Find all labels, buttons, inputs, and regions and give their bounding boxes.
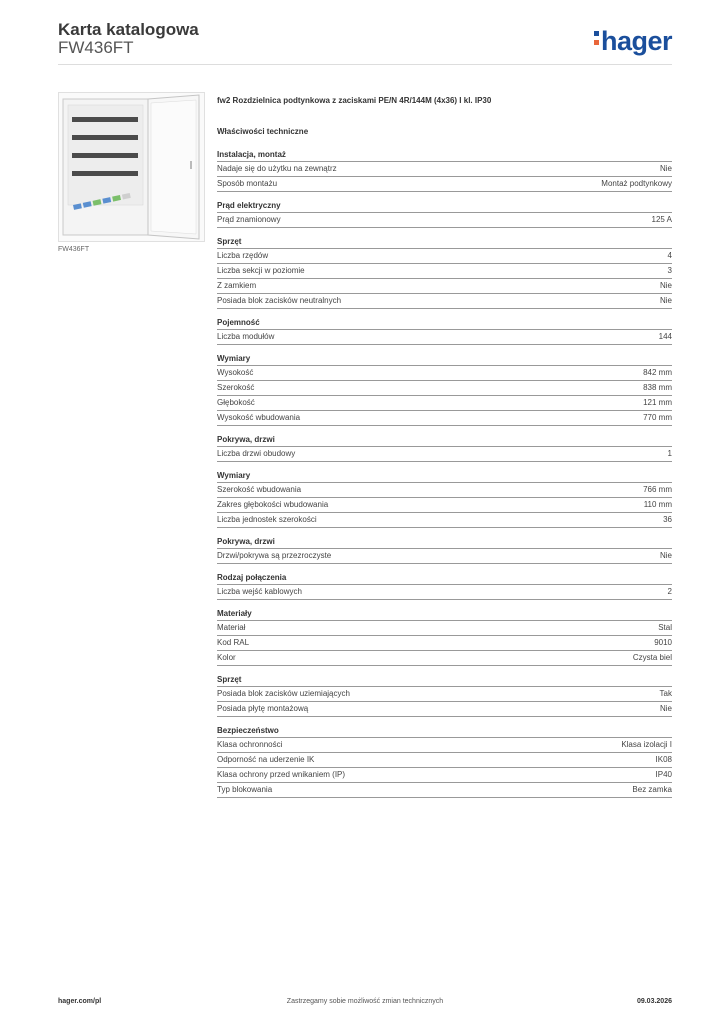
header-divider (58, 64, 672, 65)
spec-value: Nie (659, 704, 672, 713)
spec-value: 1 (667, 449, 672, 458)
spec-label: Szerokość (217, 383, 255, 392)
spec-value: 4 (667, 251, 672, 260)
spec-value: 125 A (651, 215, 672, 224)
spec-group-title: Pokrywa, drzwi (217, 537, 672, 549)
spec-value: Nie (659, 551, 672, 560)
spec-row (217, 249, 672, 264)
spec-value: Stal (658, 623, 672, 632)
spec-label: Typ blokowania (217, 785, 273, 794)
spec-label: Liczba rzędów (217, 251, 269, 260)
spec-value: 838 mm (643, 383, 672, 392)
spec-row (217, 768, 672, 783)
spec-label: Posiada płytę montażową (217, 704, 309, 713)
spec-label: Z zamkiem (217, 281, 257, 290)
spec-group (217, 573, 672, 600)
spec-group (217, 471, 672, 528)
spec-row (217, 330, 672, 345)
spec-row (217, 447, 672, 462)
spec-label: Liczba sekcji w poziomie (217, 266, 305, 275)
distribution-board-illustration (59, 93, 204, 241)
image-caption: FW436FT (58, 246, 90, 253)
spec-group (217, 675, 672, 717)
spec-label: Kolor (217, 653, 236, 662)
spec-label: Kod RAL (217, 638, 250, 647)
spec-value: Nie (659, 281, 672, 290)
spec-value: 36 (663, 515, 672, 524)
spec-group (217, 354, 672, 426)
spec-group-title: Rodzaj połączenia (217, 573, 672, 585)
spec-label: Liczba modułów (217, 332, 275, 341)
spec-groups (217, 150, 672, 798)
spec-value: Czysta biel (632, 653, 672, 662)
spec-row (217, 483, 672, 498)
spec-value: 766 mm (643, 485, 672, 494)
properties-heading: Właściwości techniczne (217, 127, 309, 136)
spec-group-title: Wymiary (217, 354, 672, 366)
spec-value: 144 (658, 332, 672, 341)
footer-url[interactable]: hager.com/pl (58, 998, 102, 1005)
spec-label: Prąd znamionowy (217, 215, 281, 224)
doc-title: Karta katalogowa (58, 20, 199, 39)
spec-label: Wysokość wbudowania (217, 413, 301, 422)
spec-label: Głębokość (217, 398, 255, 407)
spec-row (217, 702, 672, 717)
spec-row (217, 585, 672, 600)
spec-value: IK08 (655, 755, 672, 764)
spec-value: 9010 (654, 638, 672, 647)
logo-mark-icon (594, 26, 599, 45)
spec-group-title: Sprzęt (217, 237, 672, 249)
spec-value: 3 (667, 266, 672, 275)
spec-row (217, 411, 672, 426)
spec-row (217, 549, 672, 564)
spec-label: Liczba jednostek szerokości (217, 515, 317, 524)
spec-row (217, 162, 672, 177)
logo-text: hager (600, 26, 672, 56)
spec-label: Drzwi/pokrywa są przezroczyste (217, 551, 332, 560)
spec-label: Odporność na uderzenie IK (217, 755, 315, 764)
spec-label: Materiał (217, 623, 246, 632)
spec-label: Posiada blok zacisków neutralnych (217, 296, 342, 305)
footer-note: Zastrzegamy sobie możliwość zmian technicznych (286, 998, 444, 1005)
spec-label: Liczba wejść kablowych (217, 587, 302, 596)
spec-group (217, 201, 672, 228)
spec-value: Tak (659, 689, 672, 698)
spec-group-title: Pojemność (217, 318, 672, 330)
spec-value: Montaż podtynkowy (601, 179, 672, 188)
spec-label: Klasa ochronności (217, 740, 283, 749)
spec-group-title: Prąd elektryczny (217, 201, 672, 213)
spec-row (217, 279, 672, 294)
spec-value: 121 mm (643, 398, 672, 407)
spec-row (217, 264, 672, 279)
spec-row (217, 651, 672, 666)
spec-group (217, 726, 672, 798)
product-image (58, 92, 205, 242)
spec-row (217, 738, 672, 753)
spec-value: Klasa izolacji I (621, 740, 672, 749)
spec-value: IP40 (655, 770, 672, 779)
spec-row (217, 366, 672, 381)
spec-group (217, 318, 672, 345)
spec-label: Posiada blok zacisków uziemiających (217, 689, 350, 698)
spec-row (217, 213, 672, 228)
spec-group-title: Instalacja, montaż (217, 150, 672, 162)
spec-label: Liczba drzwi obudowy (217, 449, 296, 458)
spec-row (217, 498, 672, 513)
spec-value: 2 (667, 587, 672, 596)
spec-row (217, 621, 672, 636)
spec-label: Nadaje się do użytku na zewnątrz (217, 164, 337, 173)
spec-value: 842 mm (643, 368, 672, 377)
spec-row (217, 636, 672, 651)
spec-row (217, 513, 672, 528)
spec-row (217, 294, 672, 309)
spec-label: Wysokość (217, 368, 254, 377)
spec-value: Nie (659, 164, 672, 173)
spec-row (217, 783, 672, 798)
spec-value: Bez zamka (632, 785, 672, 794)
spec-value: 770 mm (643, 413, 672, 422)
spec-label: Szerokość wbudowania (217, 485, 302, 494)
spec-label: Sposób montażu (217, 179, 278, 188)
spec-group-title: Wymiary (217, 471, 672, 483)
spec-group (217, 537, 672, 564)
spec-group (217, 150, 672, 192)
product-code: FW436FT (58, 38, 134, 57)
hager-logo[interactable] (594, 26, 672, 56)
spec-content (217, 96, 672, 807)
spec-row (217, 177, 672, 192)
spec-group-title: Pokrywa, drzwi (217, 435, 672, 447)
spec-group (217, 237, 672, 309)
spec-group-title: Materiały (217, 609, 672, 621)
spec-value: Nie (659, 296, 672, 305)
spec-group (217, 609, 672, 666)
spec-row (217, 687, 672, 702)
spec-row (217, 381, 672, 396)
spec-row (217, 396, 672, 411)
spec-label: Klasa ochrony przed wnikaniem (IP) (217, 770, 346, 779)
spec-group (217, 435, 672, 462)
spec-label: Zakres głębokości wbudowania (217, 500, 329, 509)
product-description: fw2 Rozdzielnica podtynkowa z zaciskami PE/N 4R/144M (4x36) I kl. IP30 (217, 96, 492, 105)
spec-group-title: Bezpieczeństwo (217, 726, 672, 738)
spec-row (217, 753, 672, 768)
footer-date: 09.03.2026 (636, 998, 672, 1005)
spec-group-title: Sprzęt (217, 675, 672, 687)
spec-value: 110 mm (643, 500, 672, 509)
